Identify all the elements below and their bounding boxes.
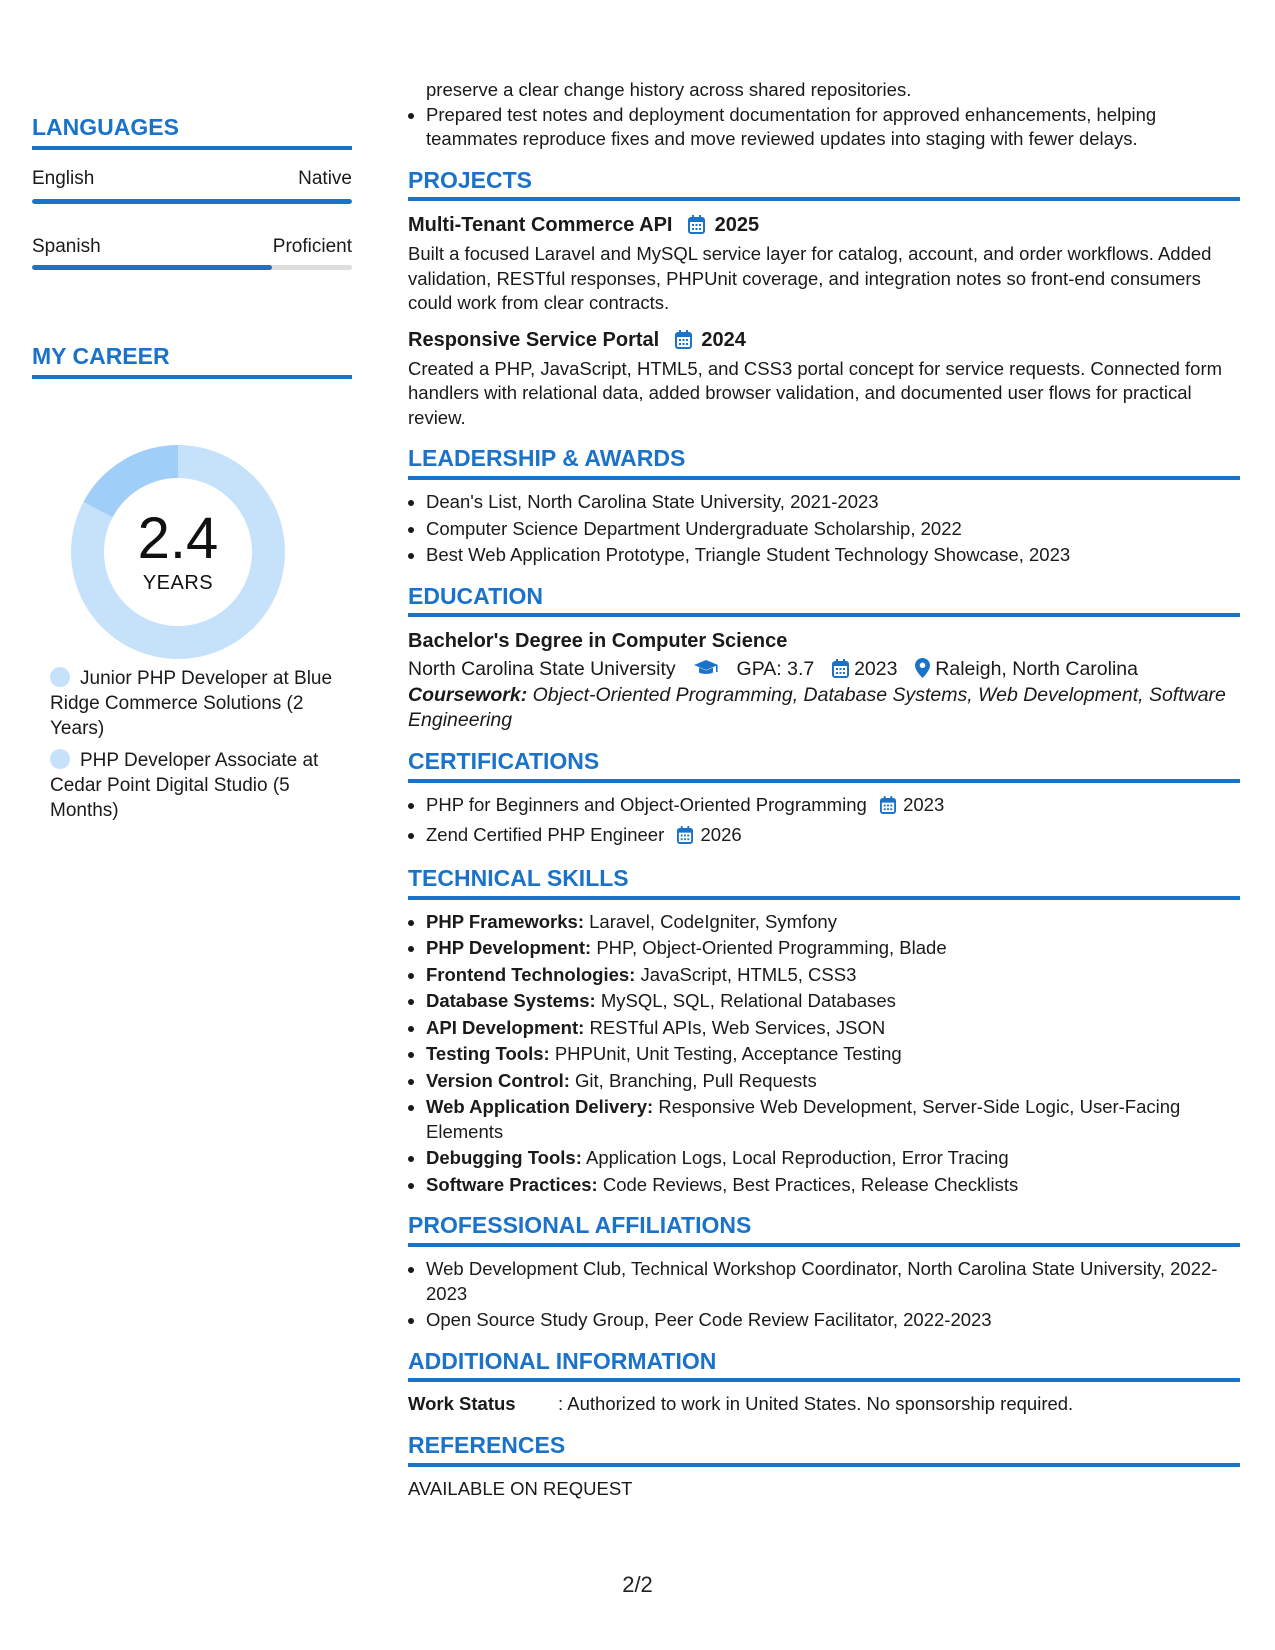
additional-info-heading: ADDITIONAL INFORMATION xyxy=(408,1347,1240,1383)
language-bar-spanish xyxy=(32,265,352,270)
language-row-english xyxy=(32,168,352,190)
skill-category: API Development: xyxy=(426,1016,585,1038)
references-heading: REFERENCES xyxy=(408,1431,1240,1467)
project-description: Built a focused Laravel and MySQL service layer for catalog, account, and order workflows. Added validation, RESTful responses, PHPUnit coverage, and integration notes so front-end consumers could work from clear contracts. xyxy=(408,243,1212,314)
list-item xyxy=(426,1173,1240,1198)
list-item xyxy=(426,1069,1240,1094)
education-degree: Bachelor's Degree in Computer Science xyxy=(408,630,788,653)
experience-bullet: • Prepared test notes and deployment documentation for approved enhancements, helping teammates reproduce fixes and move reviewed updates into staging with fewer delays. xyxy=(426,103,1240,152)
language-bar-fill xyxy=(32,265,272,270)
project-title-row xyxy=(408,326,1240,357)
career-legend-label: Junior PHP Developer at Blue Ridge Commerce Solutions (2 Years) xyxy=(50,668,333,739)
project-title-row xyxy=(408,211,1240,242)
career-total-unit: YEARS xyxy=(142,571,214,594)
location-pin-icon xyxy=(915,658,935,680)
skill-category: Web Application Delivery: xyxy=(426,1096,654,1118)
career-donut-center xyxy=(66,440,290,664)
main-content xyxy=(408,78,1240,1501)
projects-heading: PROJECTS xyxy=(408,166,1240,202)
calendar-icon xyxy=(688,214,705,242)
language-bar-fill xyxy=(32,199,352,204)
graduation-cap-icon xyxy=(693,658,724,680)
skill-values: Application Logs, Local Reproduction, Error Tracing xyxy=(585,1147,1009,1169)
list-item: • Web Development Club, Technical Workshop Coordinator, North Carolina State University, 2022-2023 xyxy=(426,1257,1240,1306)
skill-category: Frontend Technologies: xyxy=(426,963,636,985)
affiliations-list xyxy=(408,1257,1240,1333)
list-item xyxy=(426,1042,1240,1067)
calendar-icon xyxy=(677,826,693,851)
project-title: Responsive Service Portal xyxy=(408,328,660,351)
certification-name: PHP for Beginners and Object-Oriented Programming xyxy=(426,794,867,815)
career-legend-label: PHP Developer Associate at Cedar Point Digital Studio (5 Months) xyxy=(50,750,319,821)
list-item xyxy=(426,1095,1240,1144)
career-heading: MY CAREER xyxy=(32,343,352,379)
leadership-list xyxy=(408,490,1240,568)
education-heading: EDUCATION xyxy=(408,582,1240,618)
language-name: English xyxy=(32,168,95,189)
skill-category: Testing Tools: xyxy=(426,1043,550,1065)
work-status-label: Work Status xyxy=(408,1393,516,1415)
language-level: Proficient xyxy=(272,236,352,257)
skill-values: Responsive Web Development, Server-Side Logic, User-Facing Elements xyxy=(426,1096,1181,1142)
list-item xyxy=(426,1146,1240,1171)
list-item xyxy=(426,963,1240,988)
experience-bullets xyxy=(408,103,1240,152)
list-item xyxy=(426,793,1240,821)
calendar-icon xyxy=(675,329,692,357)
leadership-heading: LEADERSHIP & AWARDS xyxy=(408,444,1240,480)
page-number: 2/2 xyxy=(622,1572,653,1597)
languages-heading: LANGUAGES xyxy=(32,114,352,150)
certification-name: Zend Certified PHP Engineer xyxy=(426,823,665,845)
skill-category: PHP Development: xyxy=(426,937,592,959)
calendar-icon xyxy=(832,658,854,680)
work-status-row xyxy=(408,1392,1240,1417)
education-school: North Carolina State University xyxy=(408,658,676,681)
career-total-value: 2.4 xyxy=(137,505,219,571)
certification-year: 2026 xyxy=(700,823,742,845)
skill-values: Code Reviews, Best Practices, Release Checklists xyxy=(602,1173,1019,1195)
list-item: • Best Web Application Prototype, Triangle Student Technology Showcase, 2023 xyxy=(426,543,1240,568)
career-legend-item xyxy=(50,666,340,741)
list-item: • Dean's List, North Carolina State University, 2021-2023 xyxy=(426,490,1240,515)
education-coursework xyxy=(408,683,1240,733)
project-title: Multi-Tenant Commerce API xyxy=(408,214,673,237)
education-details xyxy=(408,655,1240,683)
skill-values: PHPUnit, Unit Testing, Acceptance Testing xyxy=(554,1043,902,1065)
language-level: Native xyxy=(298,168,352,189)
education-location: Raleigh, North Carolina xyxy=(935,658,1138,681)
project-description: Created a PHP, JavaScript, HTML5, and CSS3 portal concept for service requests. Connected form handlers with relational data, added browser validation, and documented user flows for practical review. xyxy=(408,357,1223,428)
references-text: AVAILABLE ON REQUEST xyxy=(408,1477,633,1499)
skill-values: RESTful APIs, Web Services, JSON xyxy=(589,1016,886,1038)
skill-values: Git, Branching, Pull Requests xyxy=(575,1069,817,1091)
experience-continuation-line: preserve a clear change history across shared repositories. xyxy=(426,79,912,100)
certifications-heading: CERTIFICATIONS xyxy=(408,747,1240,783)
list-item xyxy=(426,823,1240,851)
skills-heading: TECHNICAL SKILLS xyxy=(408,864,1240,900)
education-gpa: GPA: 3.7 xyxy=(736,658,815,681)
list-item xyxy=(426,936,1240,961)
coursework-label: Coursework: xyxy=(408,684,528,707)
career-legend-item xyxy=(50,748,340,823)
skill-values: PHP, Object-Oriented Programming, Blade xyxy=(596,937,947,959)
certifications-list xyxy=(408,793,1240,850)
skill-category: PHP Frameworks: xyxy=(426,910,584,932)
coursework-list: Object-Oriented Programming, Database Systems, Web Development, Software Engineering xyxy=(408,684,1226,732)
project-year: 2025 xyxy=(714,214,760,237)
language-row-spanish xyxy=(32,236,352,258)
work-status-value: : Authorized to work in United States. No sponsorship required. xyxy=(558,1393,1074,1415)
list-item: • Open Source Study Group, Peer Code Review Facilitator, 2022-2023 xyxy=(426,1308,1240,1333)
language-bar-english xyxy=(32,199,352,204)
skill-category: Software Practices: xyxy=(426,1173,598,1195)
list-item xyxy=(426,989,1240,1014)
calendar-icon xyxy=(880,796,896,821)
language-name: Spanish xyxy=(32,236,101,257)
skills-list xyxy=(408,910,1240,1198)
list-item: • Computer Science Department Undergraduate Scholarship, 2022 xyxy=(426,517,1240,542)
affiliations-heading: PROFESSIONAL AFFILIATIONS xyxy=(408,1211,1240,1247)
list-item xyxy=(426,1016,1240,1041)
skill-category: Debugging Tools: xyxy=(426,1147,582,1169)
skill-category: Database Systems: xyxy=(426,990,596,1012)
skill-values: Laravel, CodeIgniter, Symfony xyxy=(589,910,837,932)
legend-dot-icon xyxy=(50,667,70,687)
legend-dot-icon xyxy=(50,749,70,769)
skill-values: MySQL, SQL, Relational Databases xyxy=(600,990,896,1012)
education-year: 2023 xyxy=(854,658,898,681)
certification-year: 2023 xyxy=(903,794,945,815)
list-item xyxy=(426,910,1240,935)
skill-values: JavaScript, HTML5, CSS3 xyxy=(640,963,857,985)
project-year: 2024 xyxy=(701,328,746,351)
skill-category: Version Control: xyxy=(426,1069,570,1091)
